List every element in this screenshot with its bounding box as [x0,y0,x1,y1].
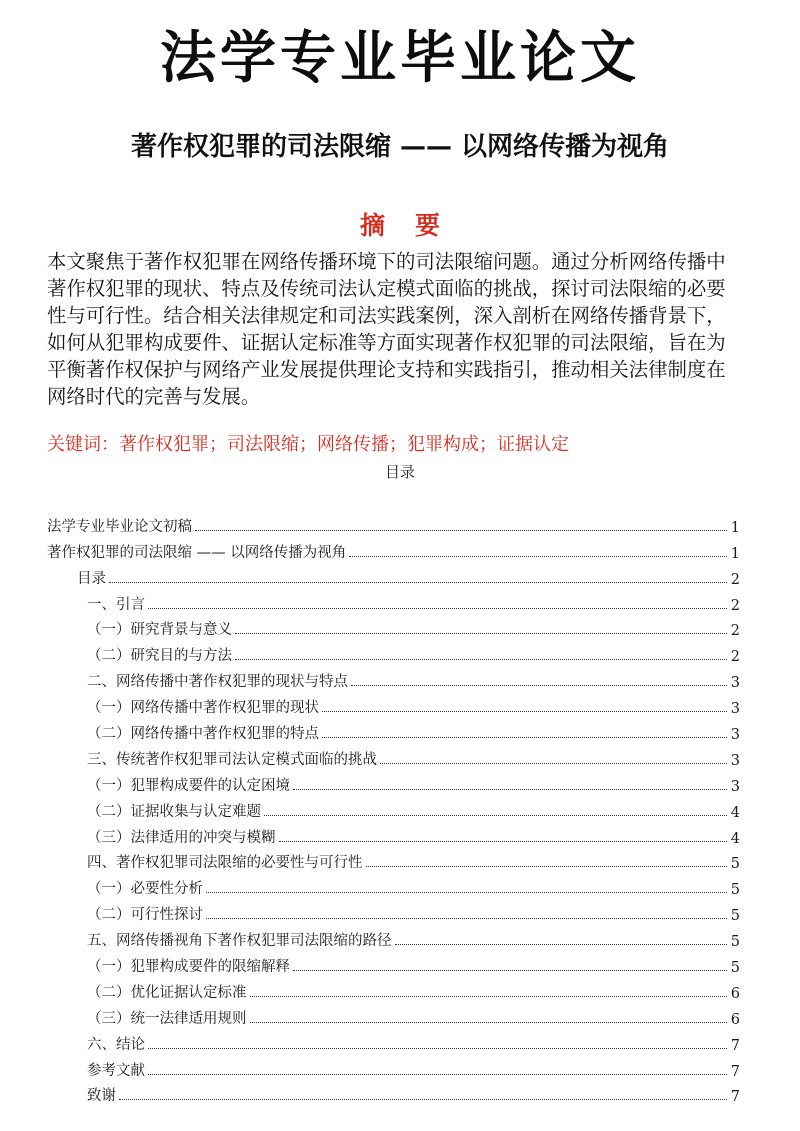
toc-leader-dots [148,1048,727,1049]
toc-entry[interactable] [47,510,740,536]
toc-leader-dots [366,866,728,867]
toc-entry-title: （二）证据收集与认定难题 [87,803,261,820]
toc-entry-page-number: 3 [730,675,740,692]
toc-entry-title: （二）研究目的与方法 [87,648,232,665]
toc-entry[interactable] [47,536,740,562]
toc-leader-dots [279,841,728,842]
toc-entry-page-number: 3 [730,778,740,795]
toc-leader-dots [148,608,727,609]
toc-entry-title: （二）优化证据认定标准 [87,984,247,1001]
toc-entry-title: （三）法律适用的冲突与模糊 [87,829,276,846]
toc-leader-dots [109,582,727,583]
toc-entry-page-number: 3 [730,701,740,718]
toc-entry[interactable] [47,588,740,614]
toc-leader-dots [395,944,728,945]
toc-entry-page-number: 1 [730,545,740,562]
toc-entry-page-number: 5 [730,856,740,873]
toc-entry[interactable] [47,1054,740,1080]
toc-entry-title: （一）必要性分析 [87,881,203,898]
toc-leader-dots [250,996,728,997]
toc-entry-title: 四、著作权犯罪司法限缩的必要性与可行性 [87,855,363,872]
toc-leader-dots [349,556,727,557]
toc-entry-title: 法学专业毕业论文初稿 [47,518,192,535]
toc-leader-dots [380,763,727,764]
toc-entry-title: （一）犯罪构成要件的认定困境 [87,777,290,794]
toc-entry-title: （一）网络传播中著作权犯罪的现状 [87,700,319,717]
abstract-line: 网络时代的完善与发展。 [47,385,261,408]
abstract-line: 本文聚焦于著作权犯罪在网络传播环境下的司法限缩问题。通过分析网络传播中 [47,250,726,273]
toc-entry[interactable] [47,1080,740,1106]
toc-entry[interactable] [47,743,740,769]
toc-heading: 目录 [384,463,415,481]
toc-entry-page-number: 6 [730,1011,740,1028]
toc-entry-title: （二）可行性探讨 [87,907,203,924]
abstract-line: 性与可行性。结合相关法律规定和司法实践案例，深入剖析在网络传播背景下， [47,304,726,327]
toc-entry-page-number: 5 [730,908,740,925]
toc-entry-page-number: 7 [730,1037,740,1054]
toc-entry-title: 三、传统著作权犯罪司法认定模式面临的挑战 [87,751,377,768]
toc-entry[interactable] [47,976,740,1002]
toc-entry-title: （一）犯罪构成要件的限缩解释 [87,959,290,976]
toc-leader-dots [322,711,727,712]
toc-entry-title: 一、引言 [87,596,145,613]
toc-leader-dots [293,789,727,790]
toc-entry-page-number: 2 [730,597,740,614]
toc-leader-dots [235,633,727,634]
toc-entry-page-number: 5 [730,934,740,951]
toc-entry[interactable] [47,1028,740,1054]
toc-leader-dots [351,685,727,686]
toc-entry-page-number: 6 [730,985,740,1002]
toc-entry-title: 六、结论 [87,1036,145,1053]
toc-entry-title: 五、网络传播视角下著作权犯罪司法限缩的路径 [87,933,392,950]
page-title: 法学专业毕业论文 [160,26,640,91]
toc-entry[interactable] [47,691,740,717]
toc-entry-page-number: 3 [730,752,740,769]
toc-entry[interactable] [47,614,740,640]
toc-leader-dots [148,1074,727,1075]
toc-entry[interactable] [47,639,740,665]
toc-entry-page-number: 5 [730,882,740,899]
thesis-subtitle: 著作权犯罪的司法限缩 —— 以网络传播为视角 [130,132,670,162]
toc-entry[interactable] [47,950,740,976]
toc-entry-page-number: 1 [730,519,740,536]
toc-entry-title: （二）网络传播中著作权犯罪的特点 [87,726,319,743]
toc-leader-dots [293,970,727,971]
toc-entry-title: （三）统一法律适用规则 [87,1010,247,1027]
toc-entry-page-number: 2 [730,623,740,640]
abstract-body [47,248,753,410]
toc-entry-page-number: 7 [730,1089,740,1106]
abstract-line: 著作权犯罪的现状、特点及传统司法认定模式面临的挑战，探讨司法限缩的必要 [47,277,726,300]
toc-entry[interactable] [47,795,740,821]
toc-entry[interactable] [47,1002,740,1028]
toc-entry-page-number: 4 [730,830,740,847]
toc-entry-title: 参考文献 [87,1062,145,1079]
toc-entry[interactable] [47,717,740,743]
toc-entry-page-number: 3 [730,727,740,744]
keywords-line: 关键词：著作权犯罪；司法限缩；网络传播；犯罪构成；证据认定 [47,434,569,455]
toc-leader-dots [206,892,727,893]
toc-leader-dots [250,1022,728,1023]
toc-entry[interactable] [47,821,740,847]
toc-leader-dots [206,918,727,919]
toc-entry-page-number: 4 [730,804,740,821]
toc-leader-dots [322,737,727,738]
table-of-contents [47,510,740,1105]
toc-entry-page-number: 7 [730,1063,740,1080]
toc-leader-dots [264,815,727,816]
toc-entry[interactable] [47,872,740,898]
toc-entry-page-number: 2 [730,571,740,588]
toc-entry-title: 著作权犯罪的司法限缩 —— 以网络传播为视角 [47,544,347,561]
toc-entry[interactable] [47,924,740,950]
toc-leader-dots [235,659,727,660]
toc-entry-page-number: 2 [730,649,740,666]
toc-entry[interactable] [47,898,740,924]
toc-leader-dots [119,1099,727,1100]
abstract-line: 平衡著作权保护与网络产业发展提供理论支持和实践指引，推动相关法律制度在 [47,358,726,381]
toc-entry-title: 目录 [77,570,106,587]
abstract-line: 如何从犯罪构成要件、证据认定标准等方面实现著作权犯罪的司法限缩，旨在为 [47,331,726,354]
abstract-heading: 摘要 [359,211,470,240]
toc-entry-page-number: 5 [730,960,740,977]
toc-entry-title: 二、网络传播中著作权犯罪的现状与特点 [87,674,348,691]
toc-entry[interactable] [47,665,740,691]
toc-entry[interactable] [47,562,740,588]
toc-entry-title: 致谢 [87,1088,116,1105]
toc-entry[interactable] [47,769,740,795]
toc-entry[interactable] [47,847,740,873]
toc-entry-title: （一）研究背景与意义 [87,622,232,639]
toc-leader-dots [195,530,727,531]
